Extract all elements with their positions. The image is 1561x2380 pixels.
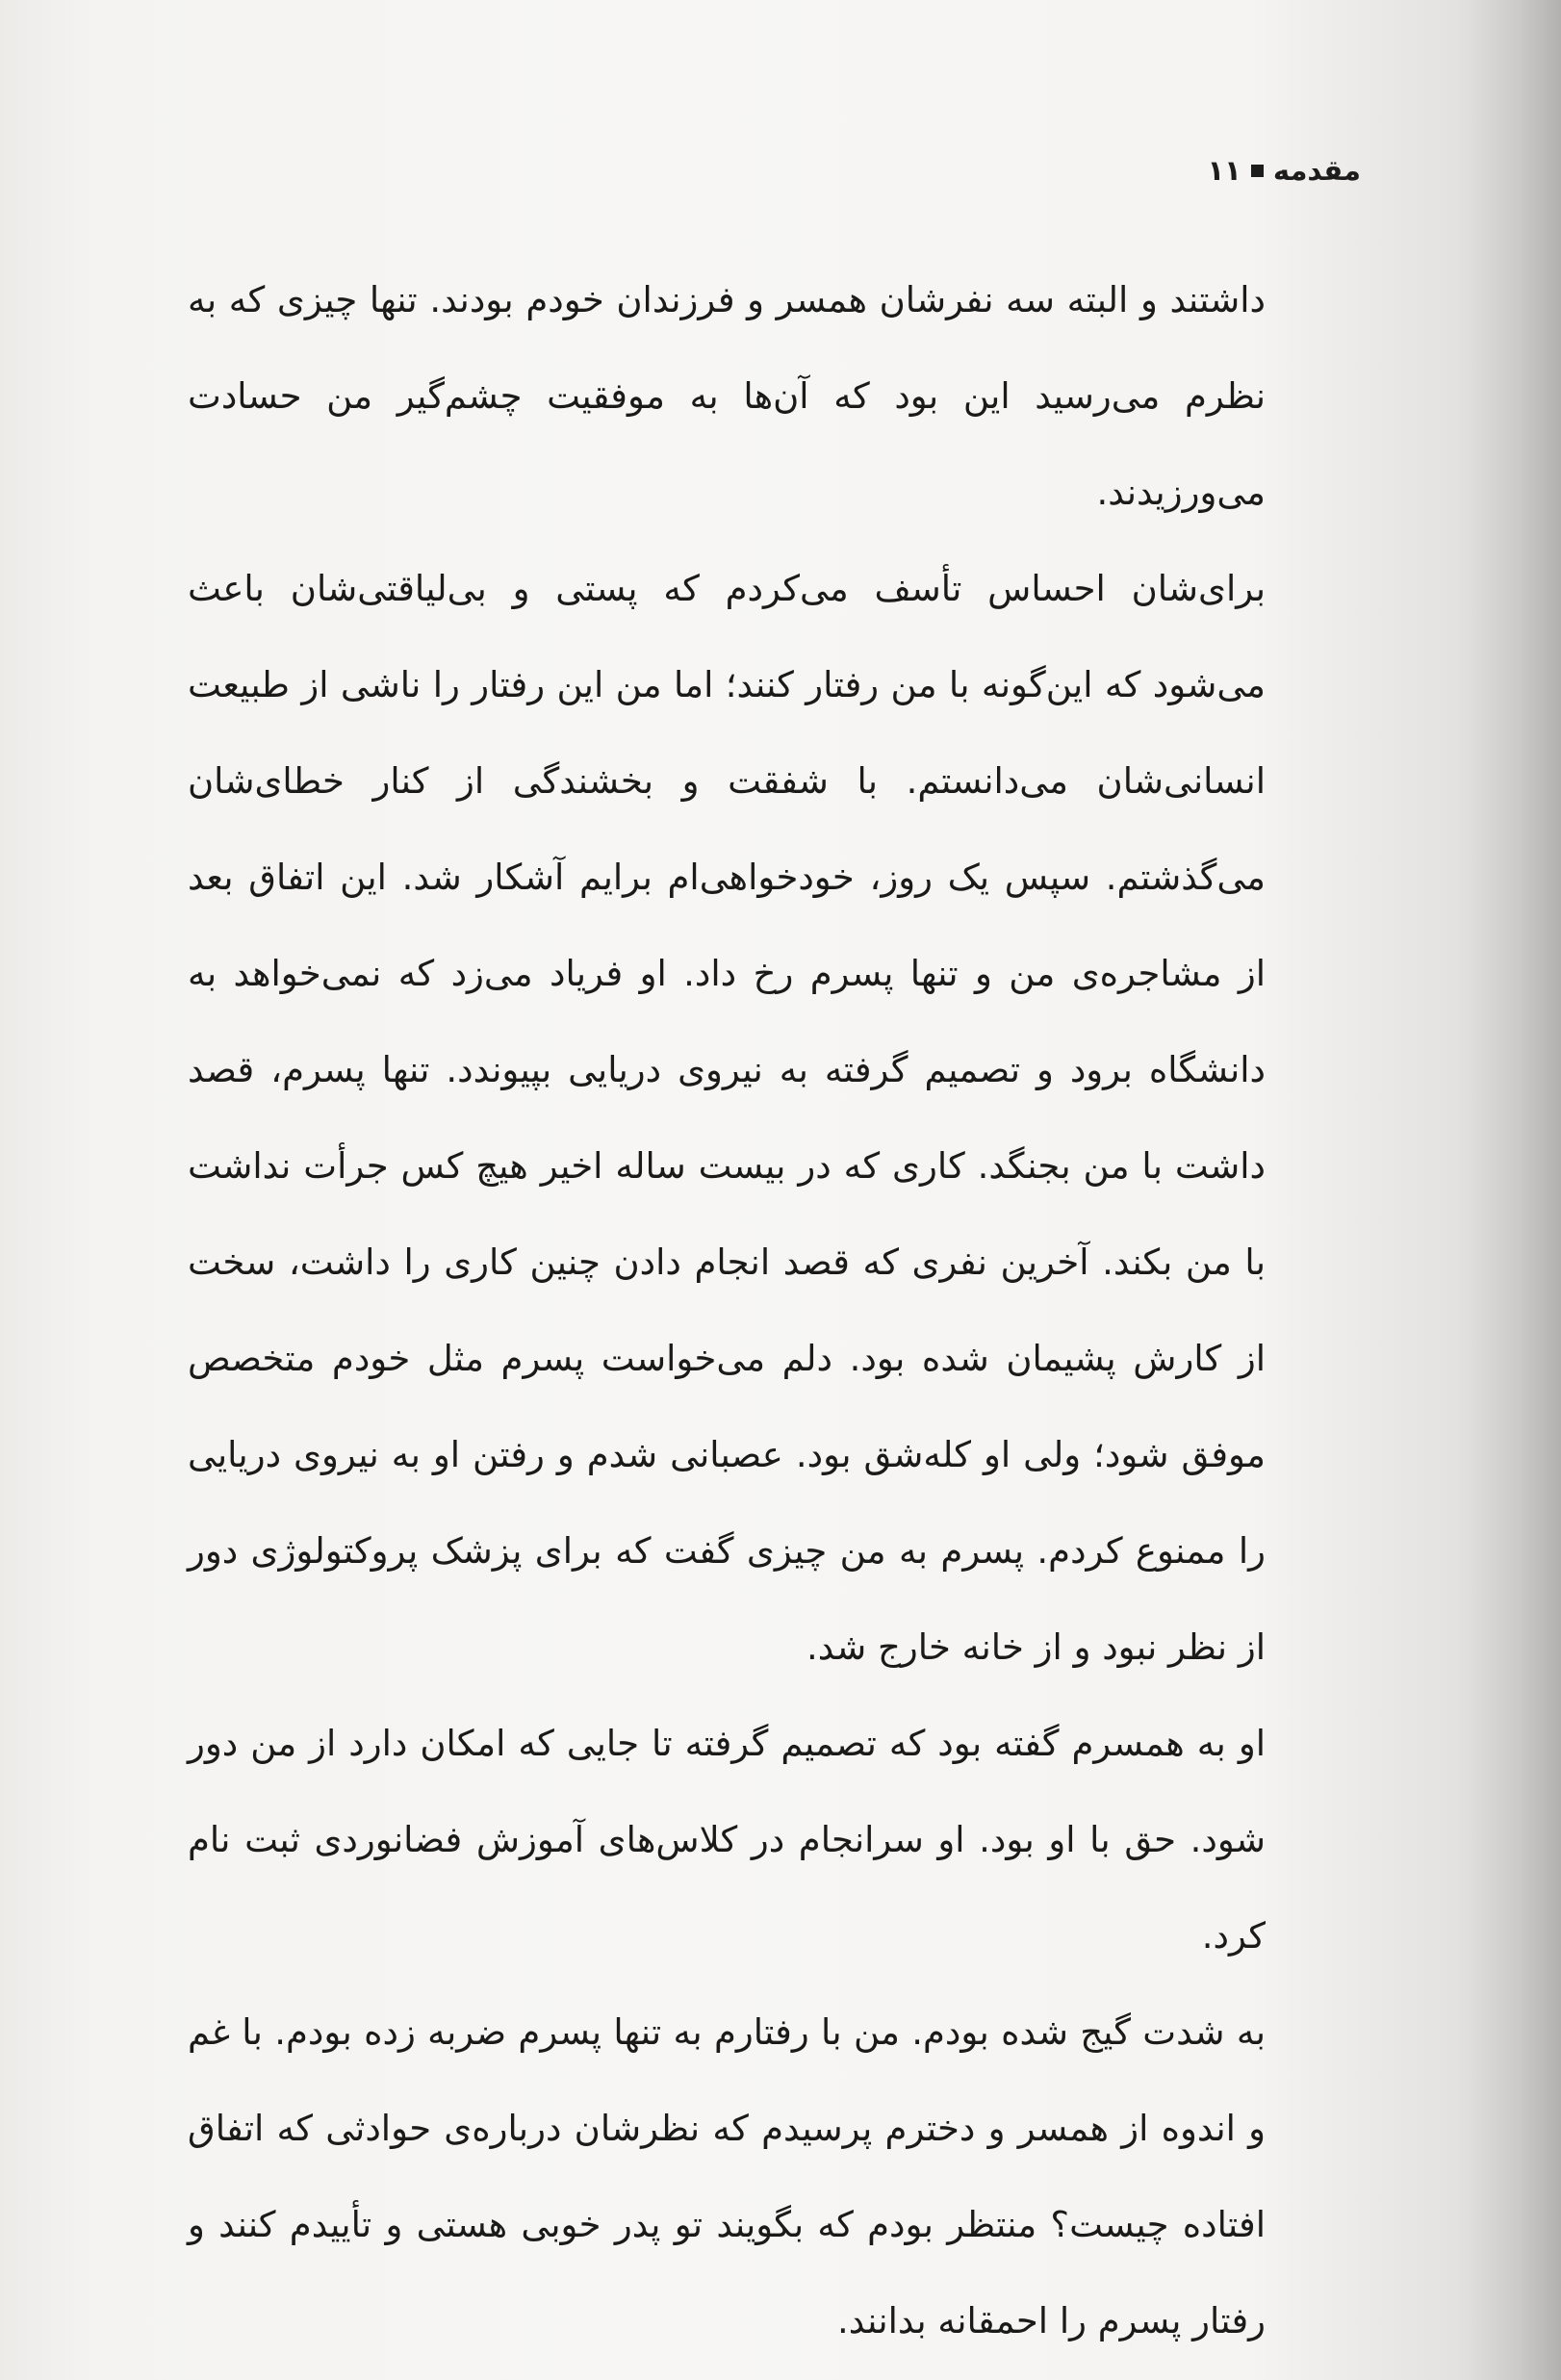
paragraph-1: داشتند و البته سه نفرشان همسر و فرزندان خودم بودند. تنها چیزی که به نظرم می‌رسید این بود که آن‌ها به موفقیت چشم‌گیر من حسادت می‌ورزیدند. — [188, 279, 1266, 513]
page-number: ۱۱ — [1207, 154, 1241, 187]
paragraph-3: او به همسرم گفته بود که تصمیم گرفته تا جایی که امکان دارد از من دور شود. حق با او بود. او سرانجام در کلاس‌های آموزش فضانوردی ثبت نام کرد. — [188, 1723, 1266, 1957]
paragraph-2: برای‌شان احساس تأسف می‌کردم که پستی و بی‌لیاقتی‌شان باعث می‌شود که این‌گونه با من رفتار کنند؛ اما من این رفتار را ناشی از طبیعت انسانی‌شان می‌دانستم. با شفقت و بخشندگی از کنار خطای‌شان می‌گذشتم. سپس یک روز، خودخواهی‌ام برایم آشکار شد. این اتفاق بعد از مشاجره‌ی من و تنها پسرم رخ داد. او فریاد می‌زد که نمی‌خواهد به دانشگاه برود و تصمیم گرفته به نیروی دریایی بپیوندد. تنها پسرم، قصد داشت با من بجنگد. کاری که در بیست ساله اخیر هیچ کس جرأت نداشت با من بکند. آخرین نفری که قصد انجام دادن چنین کاری را داشت، سخت از کارش پشیمان شده بود. دلم می‌خواست پسرم مثل خودم متخصص موفق شود؛ ولی او کله‌شق بود. عصبانی شدم و رفتن او به نیروی دریایی را ممنوع کردم. پسرم به من چیزی گفت که برای پزشک پروکتولوژی دور از نظر نبود و از خانه خارج شد. — [188, 568, 1266, 1668]
paragraph-4: به شدت گیج شده بودم. من با رفتارم به تنها پسرم ضربه زده بودم. با غم و اندوه از همسر و دخترم پرسیدم که نظرشان درباره‌ی حوادثی که اتفاق افتاده چیست؟ منتظر بودم که بگویند تو پدر خوبی هستی و تأییدم کنند و رفتار پسرم را احمقانه بدانند. — [188, 2011, 1266, 2342]
header-separator — [1251, 165, 1264, 177]
body-text — [188, 252, 1266, 2369]
binding-shadow — [1455, 0, 1561, 2380]
running-head — [1207, 154, 1361, 187]
section-title: مقدمه — [1272, 154, 1361, 187]
